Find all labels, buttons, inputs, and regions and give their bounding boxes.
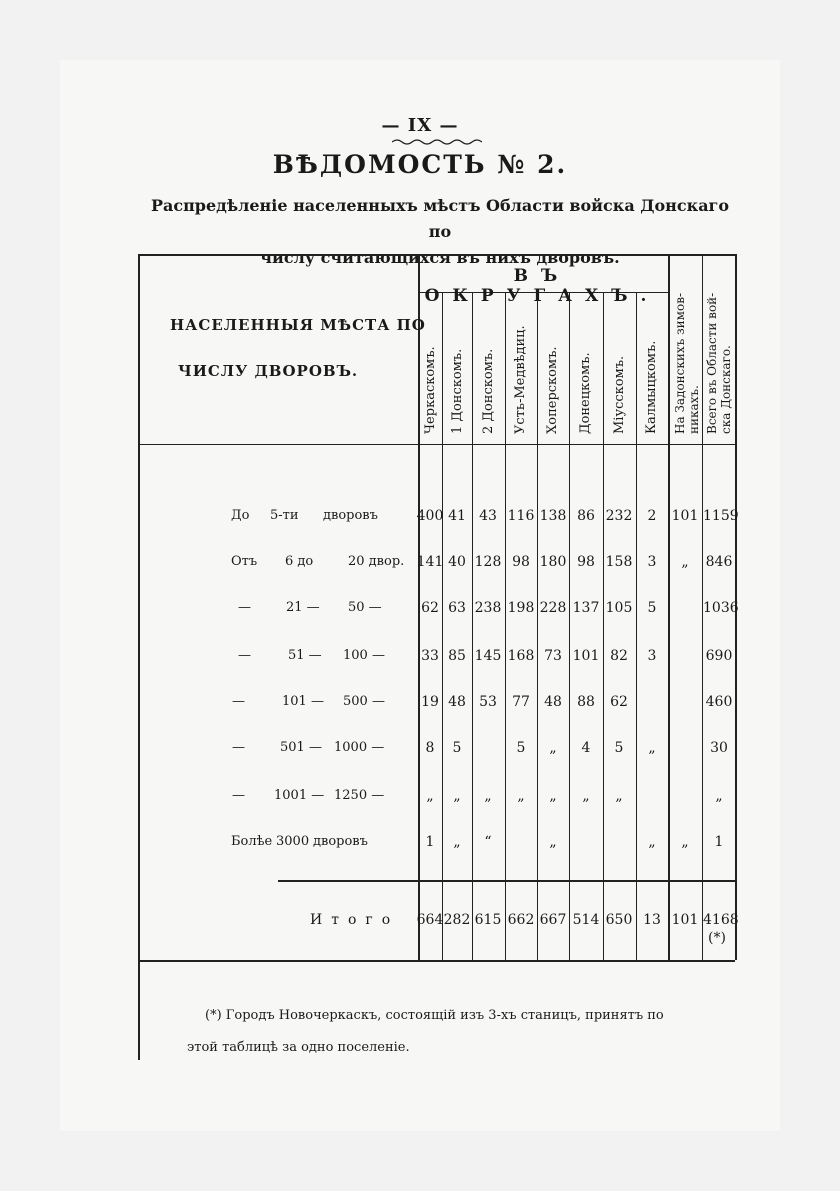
row-label-a: —: [232, 788, 245, 803]
table-cell: 62: [610, 694, 628, 710]
row-label-c: 1000 —: [334, 740, 385, 755]
table-cell: 5: [647, 600, 657, 616]
total-cell: 4168: [703, 912, 739, 928]
table-cell: 43: [479, 508, 497, 524]
table-cell: 138: [539, 508, 567, 524]
decorative-wave-rule: [392, 138, 482, 146]
table-cell: „: [453, 788, 461, 804]
table-cell: 101: [572, 648, 600, 664]
table-cell: „: [549, 788, 557, 804]
table-cell: „: [453, 834, 461, 850]
total-cell: 664: [416, 912, 444, 928]
table-cell: 48: [544, 694, 562, 710]
table-cell: 53: [479, 694, 497, 710]
table-cell: „: [426, 788, 434, 804]
table-cell: 101: [671, 508, 699, 524]
table-cell: 88: [577, 694, 595, 710]
table-cell: „: [681, 554, 689, 570]
table-cell: 846: [705, 554, 733, 570]
column-rule: [442, 292, 443, 960]
row-label-a: До: [231, 508, 250, 523]
footnote-line-1: (*) Городъ Новочеркаскъ, состоящій изъ 3-хъ станицъ, принятъ по: [205, 1008, 664, 1023]
row-label-a: —: [238, 600, 251, 615]
total-cell: 615: [474, 912, 502, 928]
table-cell: „: [582, 788, 590, 804]
column-rule: [603, 292, 604, 960]
table-cell: 158: [605, 554, 633, 570]
subtitle-line-1: Распредѣленіе населенныхъ мѣстъ Области войска Донскаго по: [150, 196, 730, 241]
table-cell: „: [549, 740, 557, 756]
total-cell: 101: [671, 912, 699, 928]
row-label-c: 50 —: [348, 600, 382, 615]
table-cell: 40: [448, 554, 466, 570]
table-cell: „: [517, 788, 525, 804]
row-label-a: —: [232, 740, 245, 755]
row-label-b: 21 —: [286, 600, 320, 615]
column-rule: [569, 292, 570, 960]
table-cell: 4: [581, 740, 591, 756]
row-label-b: 501 —: [280, 740, 322, 755]
table-left-border: [138, 254, 140, 1060]
total-label: Итого: [310, 912, 400, 928]
column-header-kalmyk: Калмыцкомъ.: [644, 340, 659, 434]
table-cell: 2: [647, 508, 657, 524]
row-label-b: 101 —: [282, 694, 324, 709]
row-label-b: 51 —: [288, 648, 322, 663]
table-cell: 63: [448, 600, 466, 616]
table-top-rule: [138, 254, 735, 256]
table-cell: 98: [512, 554, 530, 570]
left-header-line-2: ЧИСЛУ ДВОРОВЪ.: [178, 362, 359, 380]
column-header-cherkassk: Черкаскомъ.: [423, 346, 438, 434]
column-rule: [537, 292, 538, 960]
table-cell: 180: [539, 554, 567, 570]
table-cell: 141: [416, 554, 444, 570]
table-cell: „: [648, 740, 656, 756]
table-cell: 3: [647, 554, 657, 570]
table-cell: 238: [474, 600, 502, 616]
row-label-a: Болѣе: [231, 834, 273, 849]
column-header-ust-medveditsa: Усть-Медвѣдиц.: [513, 325, 528, 434]
column-header-donetsk: Донецкомъ.: [578, 352, 593, 434]
table-cell: 228: [539, 600, 567, 616]
table-cell: 232: [605, 508, 633, 524]
table-cell: 3: [647, 648, 657, 664]
column-header-khopersk: Хоперскомъ.: [545, 346, 560, 434]
table-cell: 5: [452, 740, 462, 756]
column-rule: [472, 292, 473, 960]
row-label-c: дворовъ: [313, 834, 368, 849]
row-label-b: 1001 —: [274, 788, 325, 803]
table-cell: 116: [507, 508, 535, 524]
table-cell: 62: [421, 600, 439, 616]
left-header-line-1: НАСЕЛЕННЫЯ МѢСТА ПО: [170, 316, 426, 334]
total-cell: 514: [572, 912, 600, 928]
table-cell: 82: [610, 648, 628, 664]
table-cell: 98: [577, 554, 595, 570]
table-cell: 105: [605, 600, 633, 616]
table-cell: „: [615, 788, 623, 804]
row-label-c: 20 двор.: [348, 554, 405, 569]
subtitle-line-2: числу считающихся въ нихъ дворовъ.: [260, 248, 620, 267]
okrug-group-header: ВЪ ОКРУГАХЪ.: [424, 266, 660, 306]
page-number: — IX —: [381, 115, 459, 136]
table-cell: 1036: [703, 600, 739, 616]
document-subtitle: [150, 193, 730, 271]
row-label-a: —: [238, 648, 251, 663]
table-cell: 460: [705, 694, 733, 710]
total-cell: 667: [539, 912, 567, 928]
table-cell: 1159: [703, 508, 739, 524]
document-title: ВѢДОМОСТЬ № 2.: [272, 150, 568, 179]
column-header-zadon: На Задонскихъ зимов- никахъ.: [673, 292, 701, 434]
table-cell: 168: [507, 648, 535, 664]
row-label-c: 500 —: [343, 694, 385, 709]
table-cell: “: [484, 834, 492, 850]
table-cell: 73: [544, 648, 562, 664]
total-cell: 282: [443, 912, 471, 928]
column-header-total: Всего въ Области вой- ска Донскаго.: [705, 292, 733, 434]
row-label-c: 1250 —: [334, 788, 385, 803]
table-cell: 85: [448, 648, 466, 664]
row-label-a: —: [232, 694, 245, 709]
table-bottom-rule: [138, 960, 735, 962]
table-cell: 41: [448, 508, 466, 524]
footnote-line-2: этой таблицѣ за одно поселеніе.: [187, 1040, 410, 1055]
table-cell: 48: [448, 694, 466, 710]
table-cell: 128: [474, 554, 502, 570]
total-cell: 13: [643, 912, 661, 928]
table-cell: 30: [710, 740, 728, 756]
table-cell: „: [648, 834, 656, 850]
column-rule: [505, 292, 506, 960]
table-cell: „: [715, 788, 723, 804]
table-cell: „: [681, 834, 689, 850]
table-cell: „: [484, 788, 492, 804]
total-footnote-marker: (*): [708, 930, 726, 946]
column-header-2-don: 2 Донскомъ.: [481, 348, 496, 434]
row-label-b: 6 до: [285, 554, 314, 569]
table-cell: 198: [507, 600, 535, 616]
total-rule: [278, 880, 735, 882]
table-cell: 1: [425, 834, 435, 850]
row-label-c: дворовъ: [323, 508, 378, 523]
row-label-b: 3000: [276, 834, 310, 849]
table-cell: 8: [425, 740, 435, 756]
row-label-c: 100 —: [343, 648, 385, 663]
table-cell: 137: [572, 600, 600, 616]
row-label-b: 5-ти: [270, 508, 299, 523]
header-bottom-rule: [138, 444, 735, 445]
column-header-miussk: Міусскомъ.: [612, 355, 627, 434]
column-rule: [668, 254, 670, 960]
table-cell: 77: [512, 694, 530, 710]
table-cell: 86: [577, 508, 595, 524]
total-cell: 662: [507, 912, 535, 928]
row-label-a: Отъ: [231, 554, 258, 569]
table-cell: 19: [421, 694, 439, 710]
table-cell: 145: [474, 648, 502, 664]
table-cell: 1: [714, 834, 724, 850]
table-cell: 5: [614, 740, 624, 756]
column-rule: [636, 292, 637, 960]
total-cell: 650: [605, 912, 633, 928]
table-cell: 33: [421, 648, 439, 664]
table-cell: 690: [705, 648, 733, 664]
table-cell: 5: [516, 740, 526, 756]
table-cell: „: [549, 834, 557, 850]
column-header-1-don: 1 Донскомъ.: [450, 348, 465, 434]
table-cell: 400: [416, 508, 444, 524]
